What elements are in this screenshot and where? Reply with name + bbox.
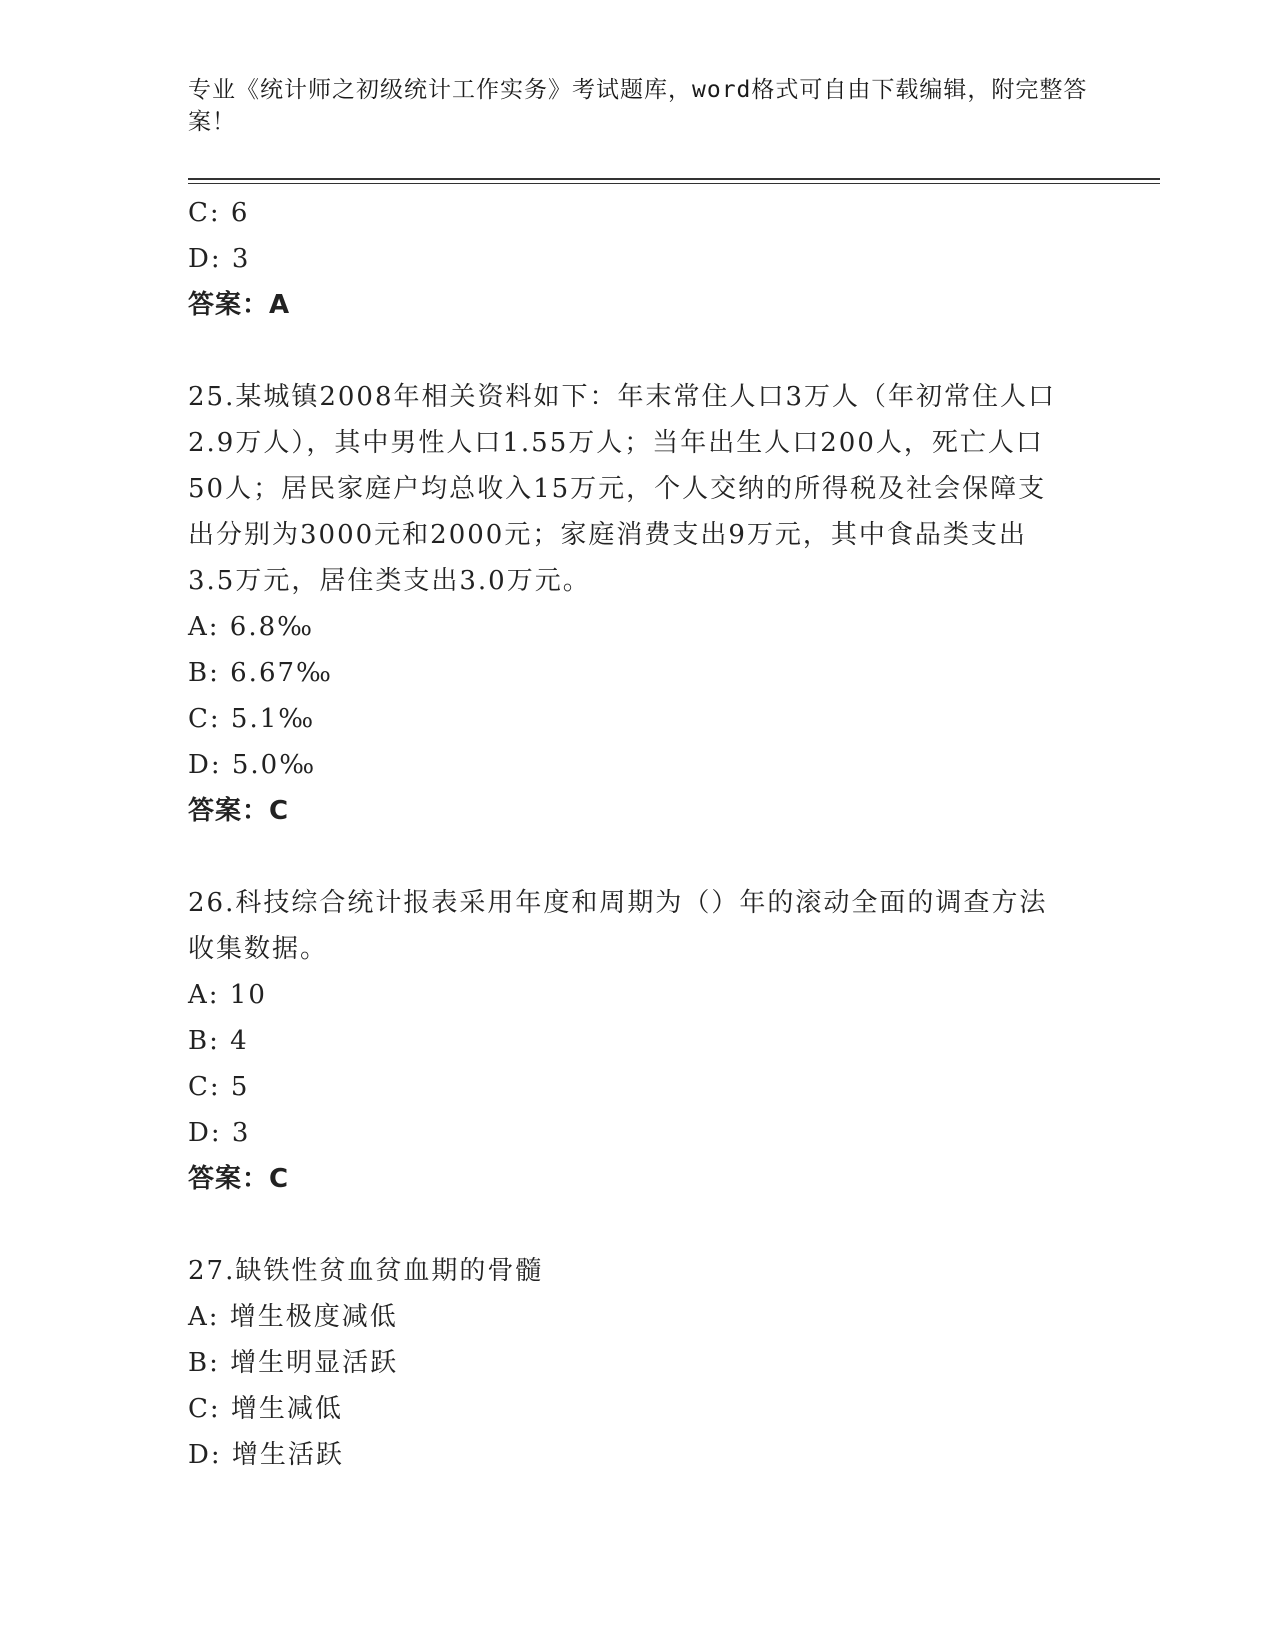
question-25 (188, 374, 1088, 834)
option-b: B: 4 (188, 1026, 249, 1056)
option-b: B: 6.67‰ (188, 658, 333, 688)
previous-question (188, 190, 1088, 328)
answer-line: 答案：C (188, 1164, 290, 1194)
question-26 (188, 880, 1088, 1202)
option-d: D: 增生活跃 (188, 1440, 344, 1470)
question-text: 25.某城镇2008年相关资料如下：年末常住人口3万人（年初常住人口2.9万人），其中男性人口1.55万人；当年出生人口200人，死亡人口50人；居民家庭户均总收入15万元，个人交纳的所得税及社会保障支出分别为3000元和2000元；家庭消费支出9万元，其中食品类支出3.5万元，居住类支出3.0万元。 (188, 382, 1057, 596)
option-d: D: 3 (188, 244, 251, 274)
option-d: D: 3 (188, 1118, 251, 1148)
header-divider-thin (188, 183, 1160, 184)
option-a: A: 增生极度减低 (188, 1302, 398, 1332)
option-b: B: 增生明显活跃 (188, 1348, 399, 1378)
option-c: C: 5.1‰ (188, 704, 316, 734)
option-a: A: 10 (188, 980, 267, 1010)
answer-line: 答案：C (188, 796, 290, 826)
question-27 (188, 1248, 1088, 1478)
option-d: D: 5.0‰ (188, 750, 317, 780)
page-header: 专业《统计师之初级统计工作实务》考试题库，word格式可自由下载编辑，附完整答案！ (188, 77, 1088, 135)
option-c: C: 6 (188, 198, 250, 228)
option-c: C: 增生减低 (188, 1394, 343, 1424)
question-text: 27.缺铁性贫血贫血期的骨髓 (188, 1256, 544, 1286)
option-a: A: 6.8‰ (188, 612, 315, 642)
option-c: C: 5 (188, 1072, 250, 1102)
answer-line: 答案：A (188, 290, 291, 320)
document-body (188, 190, 1088, 1478)
header-divider-thick (188, 178, 1160, 180)
question-text: 26.科技综合统计报表采用年度和周期为（）年的滚动全面的调查方法收集数据。 (188, 888, 1048, 964)
